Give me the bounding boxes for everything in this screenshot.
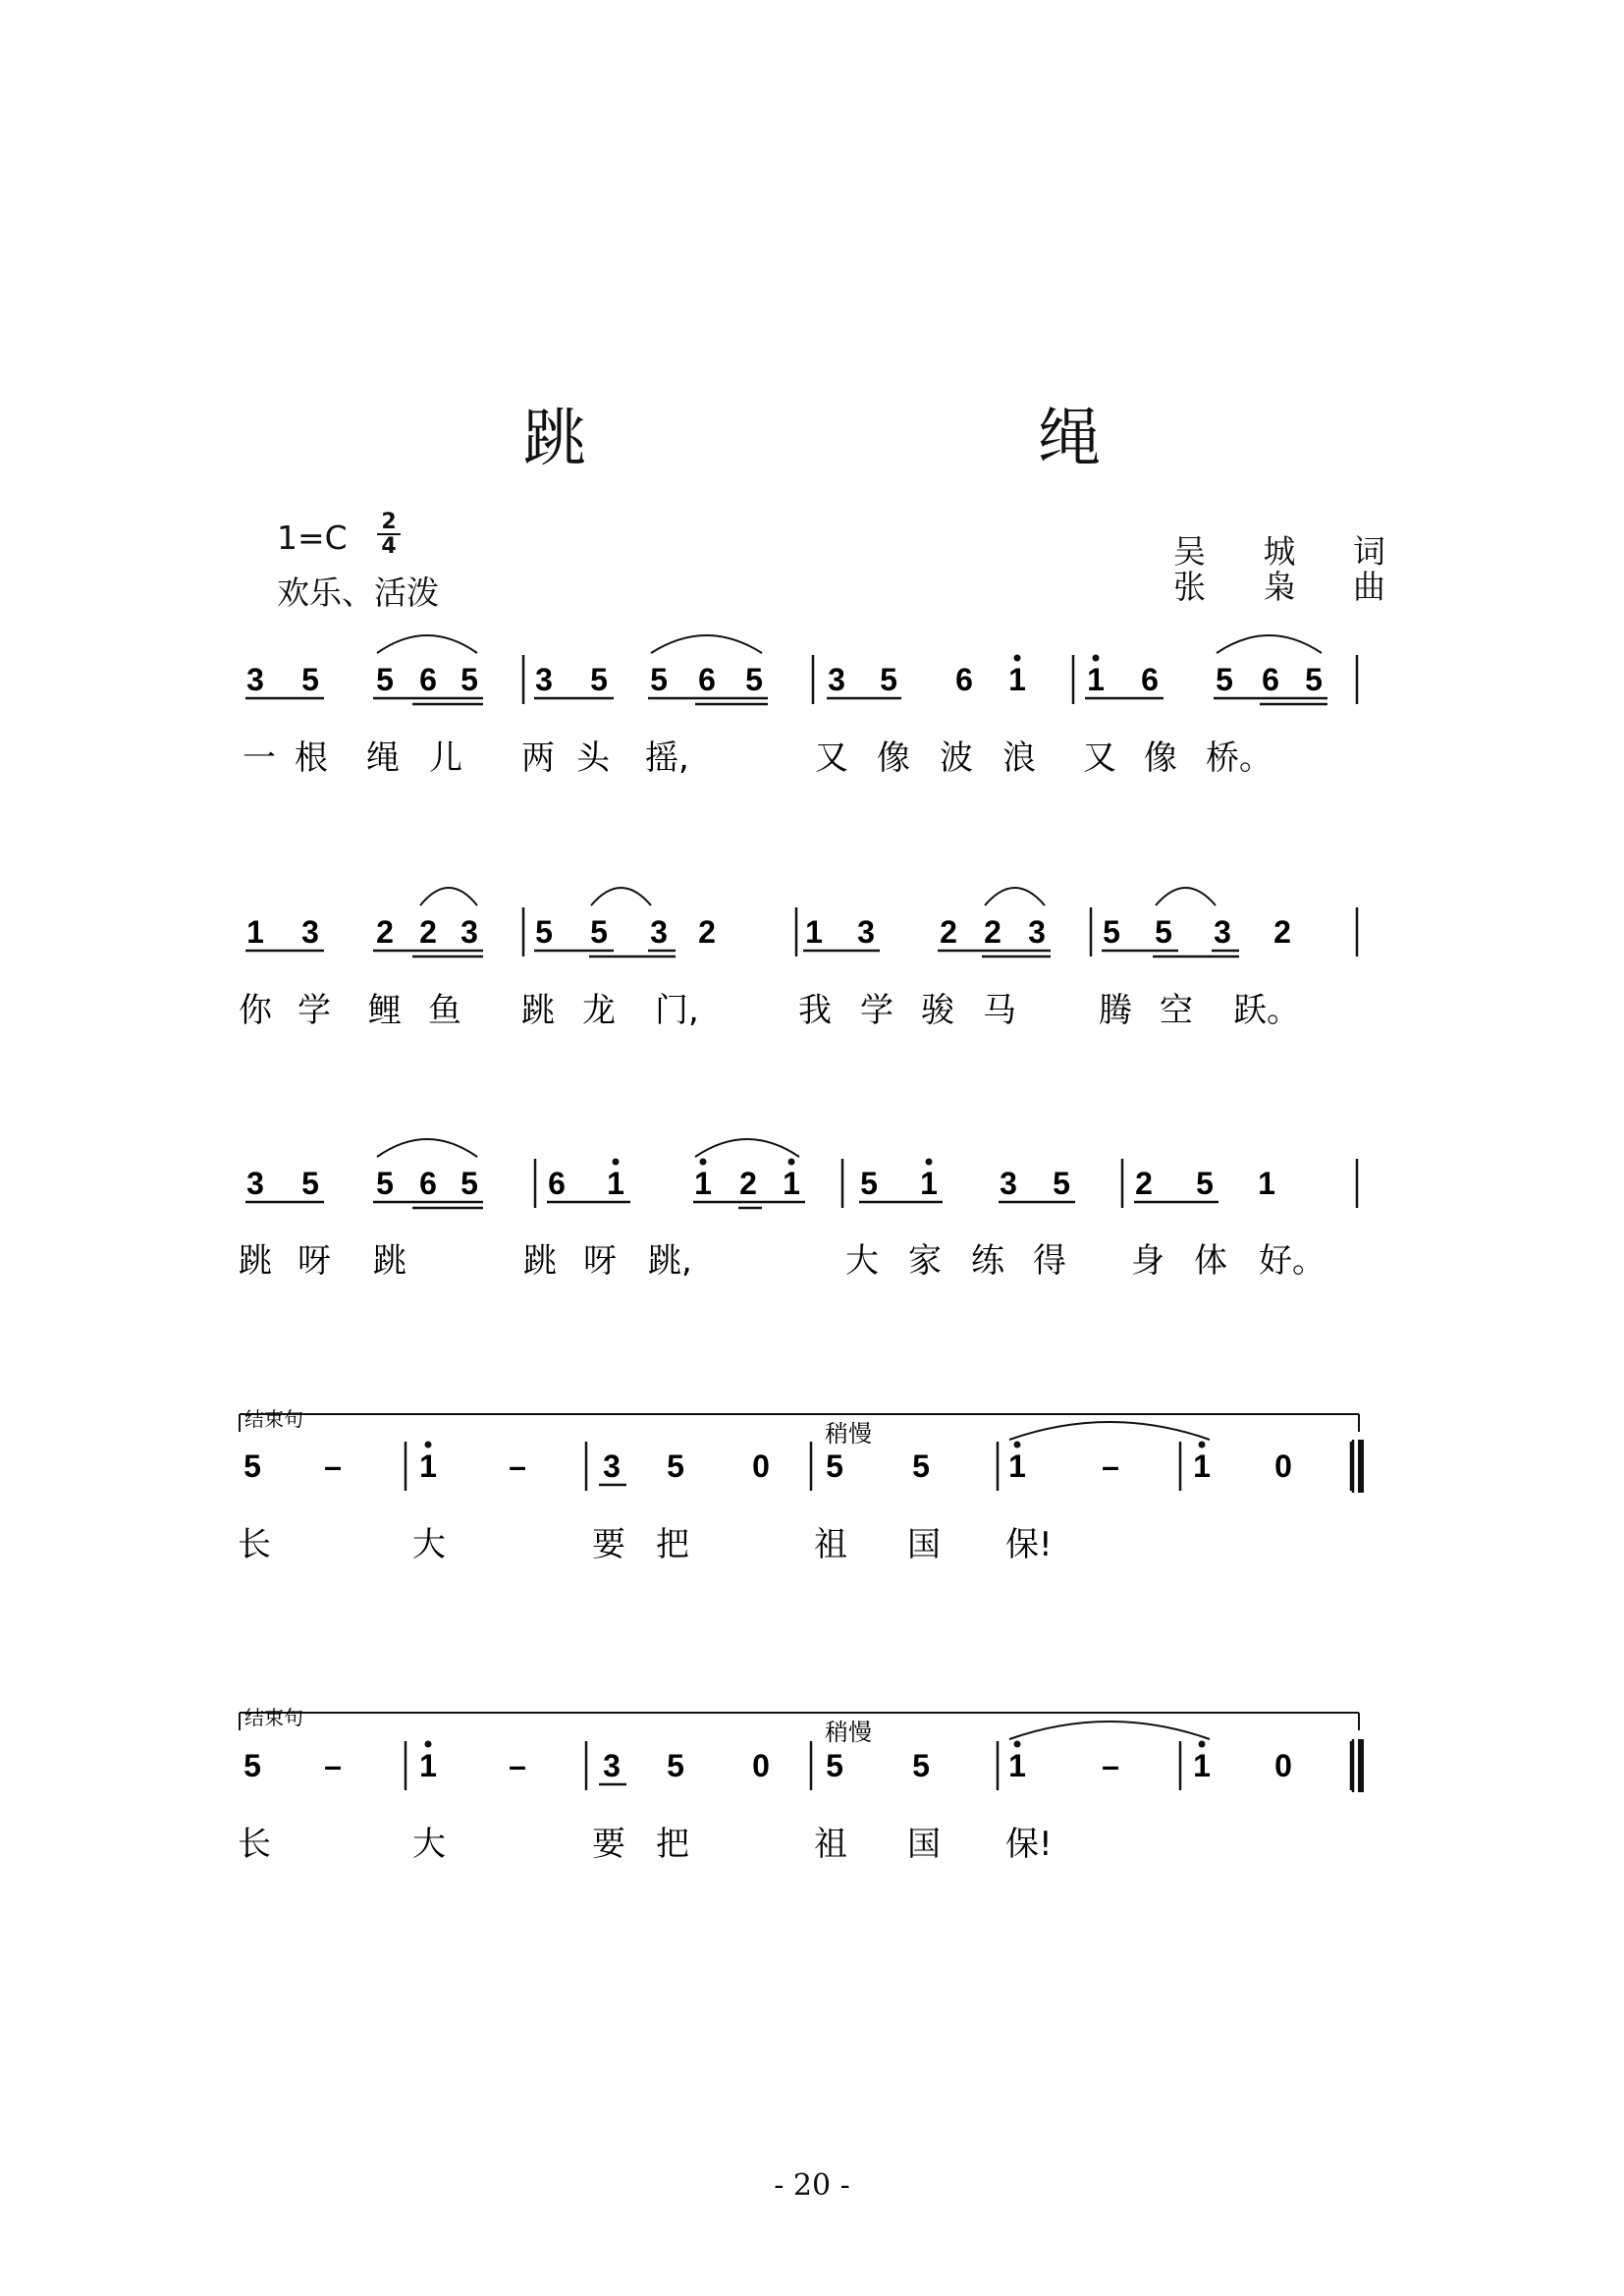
lyric-char: 腾 — [1099, 991, 1132, 1030]
lyric-char: 跳, — [648, 1241, 692, 1281]
lyric-char: 祖 — [814, 1525, 847, 1564]
note: – — [1102, 1449, 1119, 1484]
high-octave-dot — [1014, 1741, 1021, 1748]
ending-label: 结束句 — [244, 1706, 303, 1729]
note: 5 — [1103, 914, 1120, 950]
lyric-char: 学 — [298, 991, 331, 1030]
note: 1 — [1008, 1449, 1026, 1484]
high-octave-dot — [788, 1159, 795, 1166]
lyric-char: 我 — [798, 991, 832, 1030]
ending-1-lyrics — [238, 1525, 1053, 1564]
row-2-lyrics — [239, 991, 1300, 1030]
note: 5 — [376, 1166, 394, 1201]
lyric-char: 绳 — [366, 738, 400, 778]
note: 5 — [912, 1449, 930, 1484]
note: 1 — [694, 1166, 712, 1201]
ending-block-1 — [238, 1407, 1361, 1564]
high-octave-dot — [1199, 1741, 1206, 1748]
note: 3 — [460, 914, 478, 950]
note: 3 — [1028, 914, 1046, 950]
note: 2 — [940, 914, 957, 950]
lyric-char: 练 — [971, 1241, 1004, 1281]
note: 5 — [1053, 1166, 1070, 1201]
lyric-char: 摇, — [645, 738, 689, 778]
note: 6 — [698, 662, 716, 697]
lyric-char: 国 — [907, 1525, 941, 1564]
lyric-char: 你 — [239, 991, 272, 1030]
note: 5 — [650, 662, 668, 697]
lyric-char: 像 — [877, 738, 910, 778]
lyric-char: 鲤 — [368, 991, 402, 1030]
lyric-char: 保! — [1005, 1525, 1053, 1564]
slur — [651, 635, 762, 653]
note: – — [324, 1449, 342, 1484]
lyric-char: 长 — [238, 1825, 271, 1864]
lyric-char: 儿 — [429, 738, 462, 778]
note: 3 — [246, 662, 264, 697]
lyric-char: 跳 — [373, 1241, 406, 1281]
lyric-char: 保! — [1005, 1825, 1053, 1864]
lyric-char: 门, — [655, 991, 699, 1030]
note: 5 — [667, 1449, 684, 1484]
note: 0 — [752, 1449, 770, 1484]
note: 1 — [1008, 662, 1026, 697]
tempo-mark-slower: 稍慢 — [825, 1719, 872, 1746]
note: 0 — [1274, 1449, 1292, 1484]
tempo-marking: 欢乐、活泼 — [277, 574, 439, 612]
high-octave-dot — [926, 1159, 933, 1166]
high-octave-dot — [613, 1159, 620, 1166]
note: 5 — [880, 662, 897, 697]
row-1-notes — [245, 635, 1357, 704]
note: 3 — [535, 662, 553, 697]
slur — [591, 888, 651, 905]
note: 1 — [1258, 1166, 1275, 1201]
note: 5 — [460, 662, 478, 697]
lyric-char: 要 — [592, 1825, 625, 1864]
page-number: - 20 - — [774, 2168, 850, 2203]
ending-1-notes — [240, 1407, 1361, 1493]
lyric-char: 好。 — [1259, 1241, 1326, 1281]
lyric-char: 桥。 — [1206, 738, 1272, 778]
note: 2 — [1135, 1166, 1153, 1201]
note: 1 — [607, 1166, 624, 1201]
note: 1 — [419, 1748, 437, 1783]
slur — [985, 888, 1045, 905]
note: 5 — [376, 662, 394, 697]
lyric-char: 波 — [940, 738, 973, 778]
note: 2 — [698, 914, 716, 950]
note: 6 — [419, 662, 437, 697]
lyric-char: 得 — [1033, 1241, 1066, 1281]
note: 5 — [244, 1748, 261, 1783]
note: 3 — [1000, 1166, 1017, 1201]
note: 2 — [984, 914, 1001, 950]
note: 5 — [535, 914, 553, 950]
note: 1 — [920, 1166, 938, 1201]
note: 6 — [1141, 662, 1159, 697]
lyric-char: 把 — [656, 1525, 689, 1564]
note: – — [324, 1748, 342, 1783]
lyric-char: 长 — [238, 1525, 271, 1564]
note: 5 — [912, 1748, 930, 1783]
note: 6 — [419, 1166, 437, 1201]
lyric-char: 一 — [243, 738, 276, 778]
note: 5 — [1216, 662, 1233, 697]
lyric-char: 像 — [1144, 738, 1177, 778]
lyric-char: 大 — [412, 1525, 446, 1564]
lyric-char: 两 — [521, 738, 555, 778]
row-3-notes — [245, 1139, 1357, 1208]
note: 5 — [590, 914, 608, 950]
high-octave-dot — [1014, 1442, 1021, 1449]
song-title: 跳 绳 — [522, 403, 1318, 475]
row-3-lyrics — [239, 1241, 1326, 1281]
note: 2 — [739, 1166, 757, 1201]
score-row-1 — [243, 635, 1357, 778]
lyric-char: 国 — [907, 1825, 941, 1864]
slur — [377, 1139, 477, 1157]
high-octave-dot — [425, 1741, 432, 1748]
ending-label: 结束句 — [244, 1407, 303, 1431]
lyric-char: 鱼 — [428, 991, 461, 1030]
note: 5 — [1305, 662, 1323, 697]
note: 2 — [376, 914, 394, 950]
note: 1 — [1193, 1449, 1211, 1484]
note: – — [509, 1449, 526, 1484]
lyric-char: 把 — [656, 1825, 689, 1864]
note: 3 — [857, 914, 875, 950]
score-row-3 — [239, 1139, 1357, 1281]
lyric-char: 又 — [1083, 738, 1116, 778]
slur — [420, 888, 477, 905]
lyric-char: 身 — [1131, 1241, 1164, 1281]
note: 1 — [783, 1166, 800, 1201]
lyric-char: 浪 — [1002, 738, 1036, 778]
lyric-char: 呀 — [298, 1241, 331, 1281]
note: 1 — [419, 1449, 437, 1484]
lyric-char: 骏 — [921, 991, 954, 1030]
slur — [695, 1139, 799, 1157]
lyricist-credit: 吴 城 词 — [1173, 532, 1409, 571]
slur — [377, 635, 477, 653]
score-row-2 — [239, 888, 1357, 1030]
lyric-char: 又 — [815, 738, 848, 778]
note: 3 — [1214, 914, 1231, 950]
lyric-char: 家 — [908, 1241, 942, 1281]
note: 3 — [246, 1166, 264, 1201]
lyric-char: 大 — [412, 1825, 446, 1864]
high-octave-dot — [425, 1442, 432, 1449]
note: 3 — [828, 662, 845, 697]
key-label: 1=C — [277, 519, 348, 557]
slur — [1009, 1722, 1210, 1739]
note: 5 — [860, 1166, 878, 1201]
tempo-mark-slower: 稍慢 — [825, 1420, 872, 1448]
slur — [1217, 635, 1322, 653]
lyric-char: 空 — [1160, 991, 1193, 1030]
lyric-char: 祖 — [814, 1825, 847, 1864]
slur — [1156, 888, 1216, 905]
note: 3 — [650, 914, 668, 950]
high-octave-dot — [1199, 1442, 1206, 1449]
note: 5 — [590, 662, 608, 697]
note: 5 — [667, 1748, 684, 1783]
lyric-char: 跳 — [239, 1241, 272, 1281]
high-octave-dot — [1093, 655, 1100, 662]
note: 1 — [1008, 1748, 1026, 1783]
composer-credit: 张 枭 曲 — [1173, 568, 1409, 606]
row-1-lyrics — [243, 738, 1272, 778]
note: 3 — [603, 1449, 621, 1484]
high-octave-dot — [1014, 655, 1021, 662]
note: 1 — [1087, 662, 1105, 697]
lyric-char: 马 — [983, 991, 1016, 1030]
note: 5 — [1196, 1166, 1214, 1201]
lyric-char: 学 — [860, 991, 893, 1030]
note: 3 — [603, 1748, 621, 1783]
note: 3 — [301, 914, 319, 950]
lyric-char: 呀 — [583, 1241, 617, 1281]
note: 6 — [955, 662, 973, 697]
time-top: 2 — [381, 510, 397, 534]
note: 5 — [826, 1748, 843, 1783]
lyric-char: 根 — [295, 738, 328, 778]
lyric-char: 体 — [1194, 1241, 1227, 1281]
ending-block-2 — [238, 1706, 1361, 1864]
time-bottom: 4 — [377, 533, 401, 558]
lyric-char: 跳 — [521, 991, 555, 1030]
lyric-char: 龙 — [582, 991, 616, 1030]
note: 1 — [805, 914, 823, 950]
note: 1 — [1193, 1748, 1211, 1783]
note: 5 — [826, 1449, 843, 1484]
note: 6 — [1262, 662, 1279, 697]
note: 2 — [419, 914, 437, 950]
lyric-char: 大 — [845, 1241, 879, 1281]
note: 0 — [752, 1748, 770, 1783]
high-octave-dot — [700, 1159, 707, 1166]
ending-2-lyrics — [238, 1825, 1053, 1864]
note: 5 — [244, 1449, 261, 1484]
note: 5 — [301, 662, 319, 697]
note: 5 — [301, 1166, 319, 1201]
lyric-char: 要 — [592, 1525, 625, 1564]
note: 2 — [1273, 914, 1291, 950]
lyric-char: 跳 — [523, 1241, 557, 1281]
row-2-notes — [245, 888, 1357, 957]
note: 6 — [548, 1166, 566, 1201]
note: – — [1102, 1748, 1119, 1783]
note: 5 — [745, 662, 763, 697]
note: 5 — [460, 1166, 478, 1201]
note: 5 — [1155, 914, 1172, 950]
ending-2-notes — [240, 1706, 1361, 1792]
lyric-char: 头 — [576, 738, 610, 778]
slur — [1009, 1422, 1210, 1440]
note: 1 — [246, 914, 264, 950]
note: – — [509, 1748, 526, 1783]
lyric-char: 跃。 — [1233, 991, 1300, 1030]
note: 0 — [1274, 1748, 1292, 1783]
